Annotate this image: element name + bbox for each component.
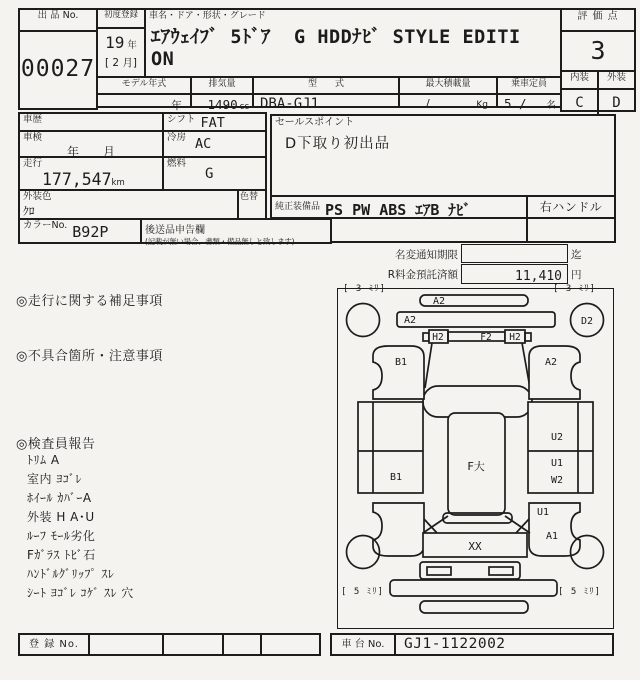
displacement-label: 排気量	[192, 78, 252, 95]
capacity-unit: 名	[546, 100, 556, 111]
windshield-pillar-lines	[423, 516, 530, 533]
defect-note-title: ◎不具合箇所・注意事項	[16, 349, 163, 364]
steering-value: 右ハンドル	[539, 200, 603, 214]
inspector-item: Fｶﾞﾗｽ ﾄﾋﾞ石	[27, 548, 96, 562]
lot-number-box	[18, 8, 98, 110]
later-goods-label: 後送品申告欄	[145, 225, 205, 236]
exterior-color-box	[18, 189, 239, 220]
shift-value: FAT	[200, 115, 225, 131]
mileage-unit: km	[111, 177, 125, 188]
registration-cell	[164, 635, 224, 654]
inspector-item: 室内 ﾖｺﾞﾚ	[27, 472, 82, 486]
ac-box	[162, 130, 267, 158]
damage-diagram	[337, 288, 614, 629]
sales-point-value: D下取り初出品	[285, 135, 391, 152]
name-change-label: 名変通知期限	[395, 249, 458, 261]
lot-number-value: 00027	[20, 56, 96, 82]
rear-right-quarter-panel	[529, 346, 580, 399]
front-fender-right-code: A1	[546, 531, 559, 542]
exterior-grade-value: D	[612, 95, 621, 111]
lot-number-label: 出 品 No.	[20, 10, 96, 32]
mileage-label: 走行	[23, 158, 43, 169]
tread-front-left: [ 5 ﾐﾘ]	[341, 587, 385, 597]
quarter-left-code: B1	[395, 357, 408, 368]
registration-number-label: 登 録 No.	[20, 635, 90, 654]
tread-rear-right: [ 3 ﾐﾘ]	[553, 284, 597, 294]
sales-point-label: セールスポイント	[275, 117, 355, 128]
max-load-cell	[398, 76, 498, 108]
model-year-cell	[96, 76, 192, 112]
vehicle-name-line1: ｴｱｳｪｲﾌﾞ 5ﾄﾞｱ G HDDﾅﾋﾞ STYLE EDITI	[151, 27, 521, 49]
mileage-box	[18, 156, 164, 191]
color-number-label: カラーNo.	[23, 220, 68, 231]
windshield-code: XX	[468, 540, 482, 553]
chassis-number-box	[330, 633, 614, 656]
side-right-lower-code: W2	[551, 475, 564, 486]
inspector-item: 外装 H A･U	[27, 510, 95, 524]
side-left-code: B1	[390, 472, 403, 483]
history-box	[18, 112, 164, 132]
exterior-color-label: 外装色	[23, 191, 52, 202]
color-number-box	[18, 218, 142, 244]
inspection-label: 車検	[23, 132, 43, 143]
fuel-box	[162, 156, 267, 191]
color-change-label: 色替	[240, 192, 259, 202]
first-registration-month: [ 2 月]	[104, 57, 138, 69]
name-change-field	[461, 244, 568, 263]
rear-bumper-code: A2	[404, 315, 417, 326]
first-registration-box	[96, 8, 146, 78]
first-registration-year-unit: 年	[127, 40, 137, 51]
interior-grade-value: C	[562, 90, 599, 116]
capacity-value: 5 /	[504, 96, 527, 111]
model-code-label: 型 式	[254, 78, 398, 95]
model-year-label: モデル年式	[98, 78, 190, 95]
model-year-value: 年	[171, 99, 182, 112]
displacement-cell	[190, 76, 254, 112]
grade-label: 評 価 点	[562, 10, 634, 32]
exterior-color-value: ｸﾛ	[23, 203, 35, 218]
inspection-box	[18, 130, 164, 158]
registration-cell	[90, 635, 164, 654]
tail-lamp-left-code: H2	[432, 332, 444, 343]
side-right-upper-code: U2	[551, 432, 564, 443]
front-grille-box	[420, 562, 520, 579]
wheel-rear-left	[347, 304, 380, 337]
quarter-right-code: A2	[545, 357, 558, 368]
later-goods-note: (記載が無い場合、書類・備品無しと致します)	[145, 237, 295, 246]
vehicle-name-box	[144, 8, 562, 78]
grade-score: 3	[562, 32, 634, 72]
inspector-item: ｼｰﾄ ﾖｺﾞﾚ ｺｹﾞ ｽﾚ 穴	[27, 586, 134, 600]
wheel-rear-right-code: D2	[580, 316, 594, 327]
displacement-unit: cc	[239, 102, 249, 112]
registration-number-box	[18, 633, 321, 656]
capacity-label: 乗車定員	[498, 78, 560, 95]
mileage-note-title: ◎走行に関する補足事項	[16, 294, 163, 309]
max-load-label: 最大積載量	[400, 78, 496, 95]
color-change-box	[237, 189, 267, 220]
interior-grade-label: 内装	[562, 72, 599, 88]
registration-cell	[224, 635, 262, 654]
shift-label: シフト	[167, 114, 196, 125]
rear-spoiler-code: A2	[433, 296, 446, 307]
inspector-item: ﾄﾘﾑ A	[27, 453, 60, 467]
max-load-unit: Kg	[476, 100, 488, 110]
name-change-suffix: 迄	[571, 249, 582, 261]
vehicle-name-label: 車名・ドア・形状・グレード	[149, 11, 266, 21]
inspector-item: ﾊﾝﾄﾞﾙｸﾞﾘｯﾌﾟ ｽﾚ	[27, 567, 115, 581]
front-left-fender	[373, 503, 424, 556]
vehicle-name-line2: ON	[151, 49, 175, 71]
inspection-value: 年 月	[66, 144, 115, 159]
later-goods-box	[140, 218, 332, 244]
tail-lamp-right-code: H2	[509, 332, 521, 343]
steering-extra-cell	[526, 217, 616, 243]
equipment-label: 純正装備品	[275, 202, 321, 212]
ac-label: 冷房	[167, 132, 187, 143]
shift-box	[162, 112, 267, 132]
model-code-cell	[252, 76, 400, 112]
inspector-item: ﾙｰﾌ ﾓｰﾙ劣化	[27, 529, 96, 543]
equipment-value: PS PW ABS ｴｱB ﾅﾋﾞ	[325, 201, 471, 219]
chassis-number-label: 車 台 No.	[332, 635, 396, 654]
model-code-value: DBA-GJ1	[260, 96, 320, 112]
side-right-mid-code: U1	[551, 458, 564, 469]
rear-pillar-lines	[425, 343, 530, 388]
deposit-label: R料金預託済額	[387, 269, 458, 281]
deposit-field	[461, 264, 568, 284]
front-lower-bar	[420, 601, 528, 613]
color-number-value: B92P	[72, 223, 109, 241]
fuel-label: 燃料	[167, 158, 187, 169]
chassis-number-value: GJ1-1122002	[404, 636, 506, 652]
roof-code: F大	[467, 460, 485, 473]
rear-glass-code: F2	[480, 332, 492, 343]
grade-box	[560, 8, 636, 112]
rear-left-quarter-panel	[373, 346, 424, 399]
rear-tab-right	[525, 333, 531, 341]
history-label: 車歴	[23, 114, 43, 125]
equipment-extra-cell	[330, 217, 528, 243]
capacity-cell	[496, 76, 562, 111]
first-registration-label: 初度登録	[98, 10, 144, 29]
deposit-unit: 円	[571, 269, 582, 281]
rear-glass-bar	[448, 332, 505, 341]
inspector-report-title: ◎検査員報告	[16, 437, 96, 452]
first-registration-year: 19	[105, 33, 125, 52]
exterior-grade-label: 外装	[606, 72, 626, 83]
rear-bumper-bar	[397, 312, 555, 327]
mileage-value: 177,547	[42, 169, 112, 189]
front-bumper-bar	[390, 580, 557, 596]
rear-tab-left	[423, 333, 429, 341]
displacement-value: 1490	[207, 97, 238, 112]
sales-point-box	[270, 114, 616, 197]
equipment-box	[270, 195, 528, 219]
max-load-value: /	[426, 97, 430, 110]
ac-value: AC	[195, 136, 212, 152]
registration-cell	[262, 635, 319, 654]
steering-box	[526, 195, 616, 219]
fuel-value: G	[205, 166, 214, 182]
tread-rear-left: [ 3 ﾐﾘ]	[343, 284, 387, 294]
tread-front-right: [ 5 ﾐﾘ]	[558, 587, 602, 597]
front-fender-right-upper-code: U1	[537, 507, 550, 518]
inspector-item: ﾎｲｰﾙ ｶﾊﾞｰA	[27, 491, 92, 505]
deposit-value: 11,410	[515, 269, 562, 284]
